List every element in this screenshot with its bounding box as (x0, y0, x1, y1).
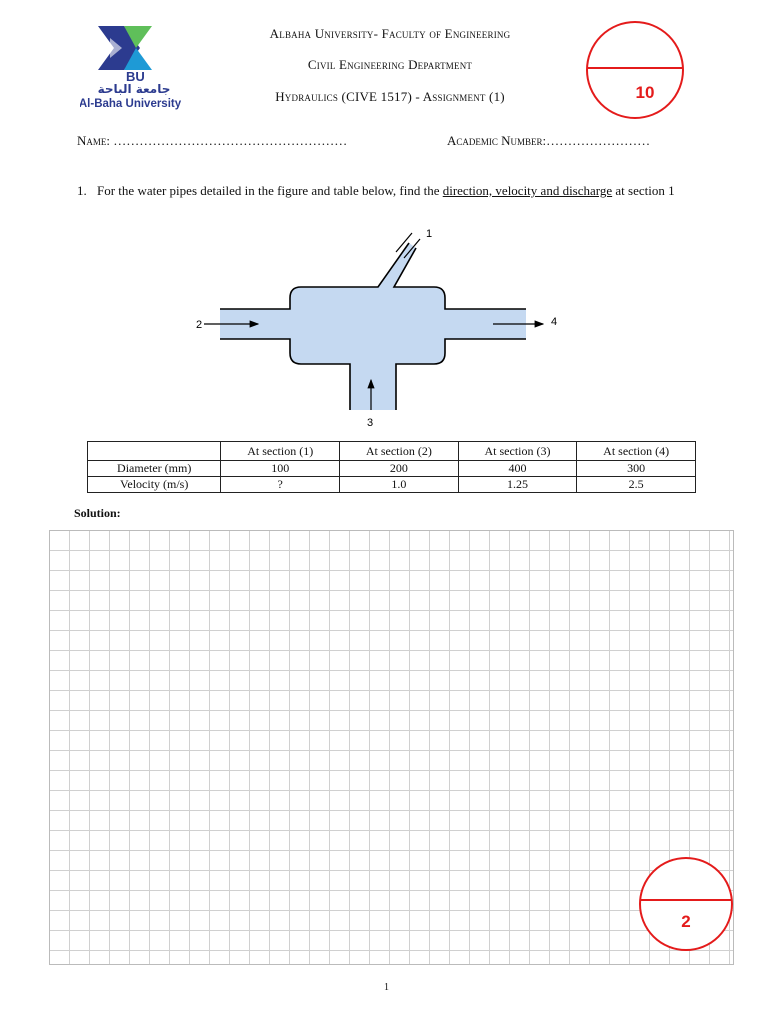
header-university: Albaha University- Faculty of Engineering (269, 26, 511, 41)
table-cell: 1.25 (458, 477, 577, 493)
question-text-end: at section 1 (612, 183, 675, 198)
question-underlined: direction, velocity and discharge (442, 183, 613, 198)
section-data-table (87, 441, 696, 493)
table-cell: Diameter (mm) (88, 461, 221, 477)
logo-english: Al-Baha University (80, 98, 182, 110)
table-cell: 1.0 (340, 477, 459, 493)
page-number: 1 (384, 982, 389, 993)
question-grade-circle (638, 856, 734, 952)
grid-border (50, 531, 734, 965)
question-text: For the water pipes detailed in the figure and table below, find the (97, 183, 443, 198)
table-cell: 300 (577, 461, 696, 477)
header-course: Hydraulics (CIVE 1517) - Assignment (1) (275, 89, 505, 104)
solution-grid-area[interactable] (49, 530, 734, 965)
section-3-label: 3 (367, 417, 374, 429)
student-name-field[interactable]: Name: ……………………………………………… (77, 133, 348, 148)
pipe-junction-figure (190, 222, 570, 432)
section-4-label: 4 (551, 316, 558, 328)
table-row (88, 461, 696, 477)
table-cell: 200 (340, 461, 459, 477)
table-cell: 400 (458, 461, 577, 477)
section-1-label: 1 (426, 228, 433, 240)
question-1 (77, 178, 717, 203)
solution-label: Solution: (74, 506, 121, 520)
table-cell: 100 (221, 461, 340, 477)
table-cell: 2.5 (577, 477, 696, 493)
question-number: 1. (77, 183, 87, 198)
total-grade-value: 10 (635, 83, 655, 102)
logo-bu: BU (126, 69, 145, 84)
table-header-cell: At section (3) (458, 442, 577, 461)
table-cell: Velocity (m/s) (88, 477, 221, 493)
academic-number-field[interactable]: Academic Number:…………………… (447, 133, 651, 148)
section-2-label: 2 (196, 319, 203, 331)
table-header-cell (88, 442, 221, 461)
header-department: Civil Engineering Department (307, 57, 473, 72)
table-cell: ? (221, 477, 340, 493)
table-header-cell: At section (2) (340, 442, 459, 461)
total-grade-circle (585, 20, 685, 120)
table-header-cell: At section (4) (577, 442, 696, 461)
table-header-cell: At section (1) (221, 442, 340, 461)
table-row (88, 477, 696, 493)
question-grade-value: 2 (681, 912, 691, 931)
table-header-row (88, 442, 696, 461)
logo-arabic: جامعة الباحة (97, 82, 171, 96)
